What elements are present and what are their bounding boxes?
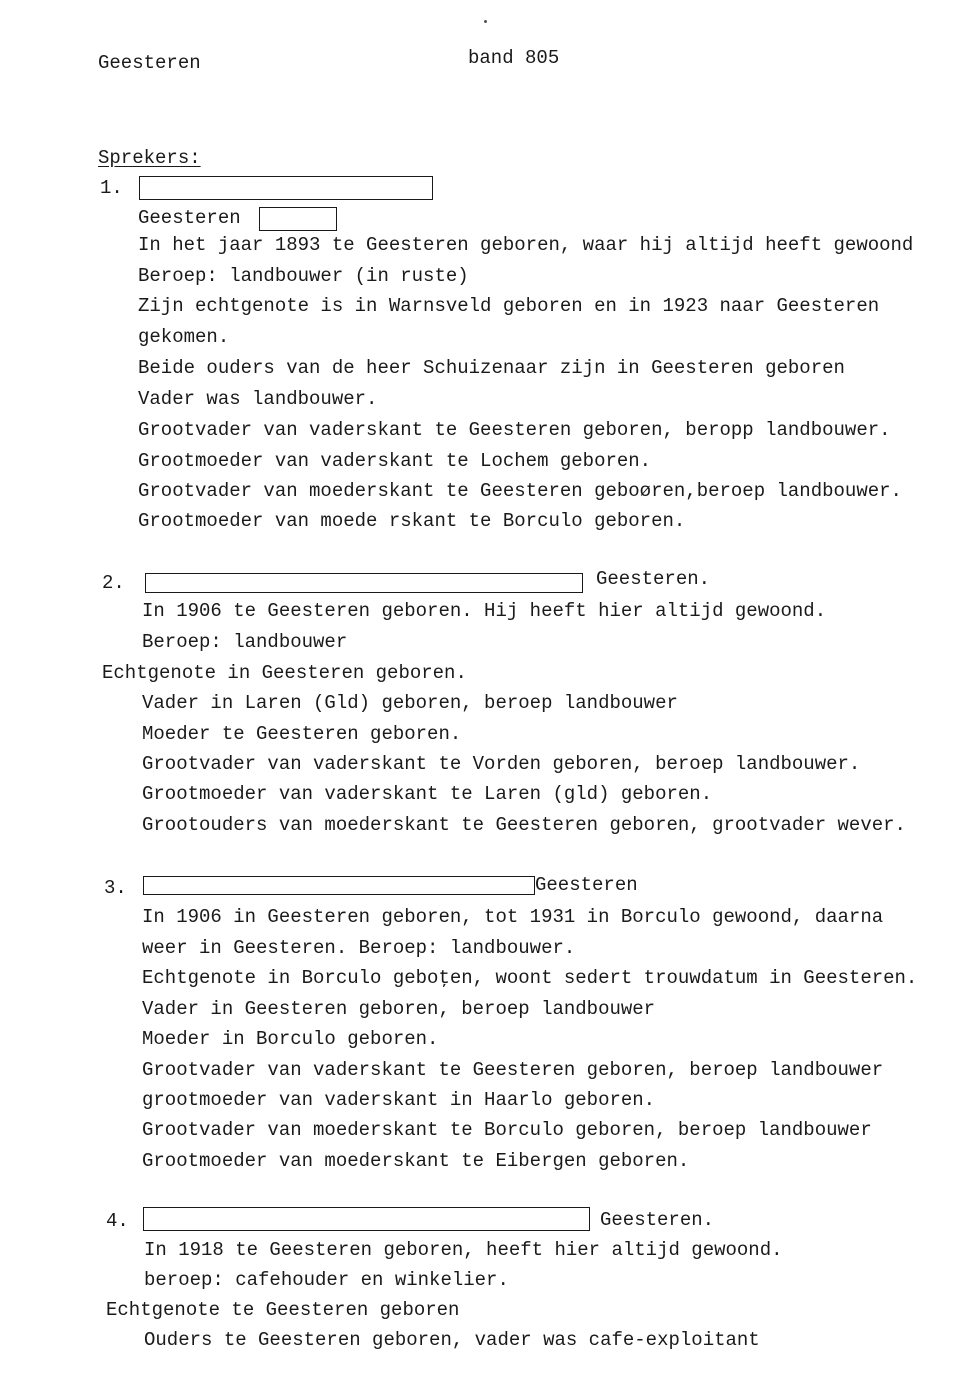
sprekers-heading: Sprekers:	[98, 147, 201, 169]
speaker-2-line: Grootouders van moederskant te Geesteren geboren, grootvader wever.	[142, 814, 906, 836]
speaker-2-number: 2.	[102, 572, 125, 594]
speaker-2-line: Vader in Laren (Gld) geboren, beroep landbouwer	[142, 692, 678, 714]
speaker-1-line: Grootvader van moederskant te Geesteren geboøren,beroep landbouwer.	[138, 480, 902, 502]
speaker-1-line: Grootvader van vaderskant te Geesteren geboren, beropp landbouwer.	[138, 419, 891, 441]
speaker-2-line: Grootmoeder van vaderskant te Laren (gld) geboren.	[142, 783, 713, 805]
speaker-4-line: Echtgenote te Geesteren geboren	[106, 1299, 460, 1321]
speaker-1-line: Beroep: landbouwer (in ruste)	[138, 265, 469, 287]
redacted-name-box	[139, 176, 433, 200]
speaker-4-place: Geesteren.	[600, 1209, 715, 1231]
header-place: Geesteren	[98, 52, 201, 74]
redacted-name-box	[145, 573, 583, 593]
speaker-3-line: Grootmoeder van moederskant te Eibergen geboren.	[142, 1150, 690, 1172]
speaker-1-number: 1.	[100, 177, 123, 199]
redacted-name-box	[143, 1207, 590, 1231]
speaker-4-line: beroep: cafehouder en winkelier.	[144, 1269, 509, 1291]
speaker-3-line: Vader in Geesteren geboren, beroep landbouwer	[142, 998, 656, 1020]
speaker-2-line: Echtgenote in Geesteren geboren.	[102, 662, 467, 684]
speaker-2-line: Grootvader van vaderskant te Vorden geboren, beroep landbouwer.	[142, 753, 861, 775]
redacted-name-box	[143, 876, 535, 895]
speaker-3-place: Geesteren	[535, 874, 638, 896]
speaker-3-line: Moeder in Borculo geboren.	[142, 1028, 439, 1050]
speaker-3-line: weer in Geesteren. Beroep: landbouwer.	[142, 937, 576, 959]
speaker-2-place: Geesteren.	[596, 568, 711, 590]
redacted-address-box	[259, 207, 337, 231]
speaker-1-line: Zijn echtgenote is in Warnsveld geboren en in 1923 naar Geesteren	[138, 295, 880, 317]
speaker-1-line: In het jaar 1893 te Geesteren geboren, waar hij altijd heeft gewoond	[138, 234, 914, 256]
speaker-4-line: Ouders te Geesteren geboren, vader was cafe-exploitant	[144, 1329, 760, 1351]
speaker-1-line: Grootmoeder van vaderskant te Lochem geboren.	[138, 450, 652, 472]
speaker-2-line: Beroep: landbouwer	[142, 631, 348, 653]
speaker-3-line: Echtgenote in Borculo geboţen, woont sedert trouwdatum in Geesteren.	[142, 967, 918, 989]
speaker-2-line: Moeder te Geesteren geboren.	[142, 723, 462, 745]
speaker-4-number: 4.	[106, 1210, 129, 1232]
speaker-1-line: Grootmoeder van moede rskant te Borculo geboren.	[138, 510, 686, 532]
header-band: band 805	[468, 47, 560, 69]
speaker-3-line: grootmoeder van vaderskant in Haarlo geboren.	[142, 1089, 656, 1111]
speaker-1-place: Geesteren	[138, 207, 241, 229]
speaker-1-line: Beide ouders van de heer Schuizenaar zijn in Geesteren geboren	[138, 357, 845, 379]
speaker-3-number: 3.	[104, 877, 127, 899]
speaker-3-line: Grootvader van vaderskant te Geesteren geboren, beroep landbouwer	[142, 1059, 884, 1081]
speaker-1-line: Vader was landbouwer.	[138, 388, 378, 410]
scan-speck	[484, 20, 487, 23]
speaker-1-line: gekomen.	[138, 326, 230, 348]
speaker-4-line: In 1918 te Geesteren geboren, heeft hier altijd gewoond.	[144, 1239, 783, 1261]
speaker-2-line: In 1906 te Geesteren geboren. Hij heeft hier altijd gewoond.	[142, 600, 827, 622]
speaker-3-line: Grootvader van moederskant te Borculo geboren, beroep landbouwer	[142, 1119, 872, 1141]
speaker-3-line: In 1906 in Geesteren geboren, tot 1931 in Borculo gewoond, daarna	[142, 906, 884, 928]
